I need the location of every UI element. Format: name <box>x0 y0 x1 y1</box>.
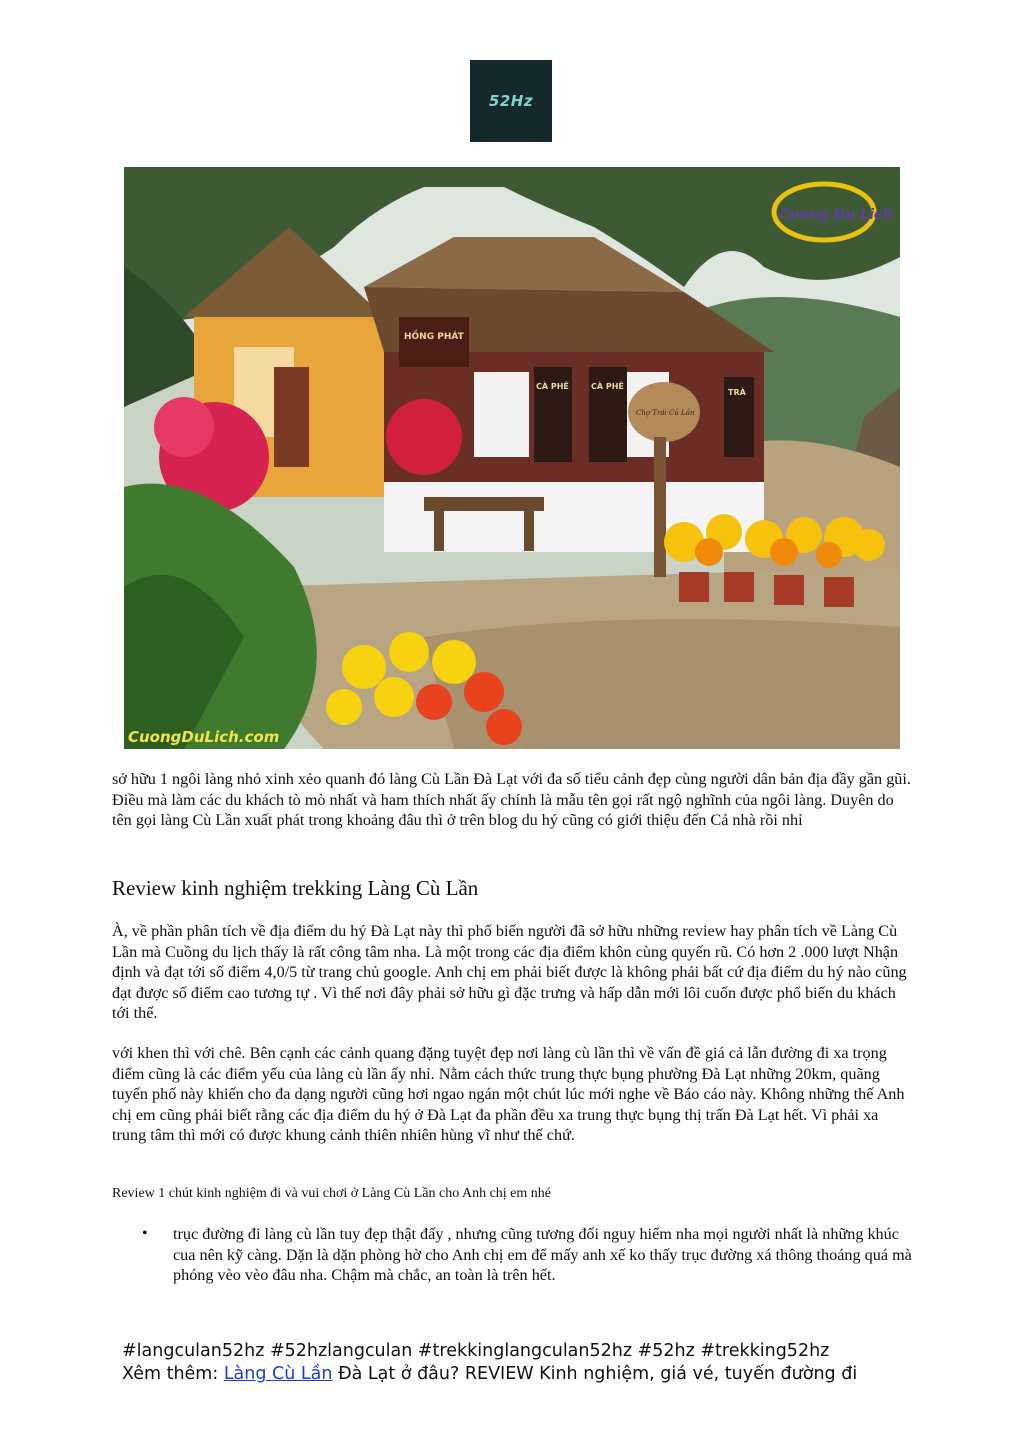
photo-sign-cafe-1: CÀ PHÊ <box>536 382 569 391</box>
photo-sign-cafe-2: CÀ PHÊ <box>591 382 624 391</box>
paragraph-pros-cons: với khen thì với chê. Bên cạnh các cảnh quang đặng tuyệt đẹp nơi làng cù lần thì về vấn đề giá cả lẫn đường đi xa trọng điểm cũng là các điểm yếu của làng cù lần ấy nhỉ. Nằm cách thức trung thực bụng phường Đà Lạt những 20km, quãng tuyến phố này khiến cho đa dạng người cũng hơi ngao ngán một chút lúc mới nghe về Báo cáo này. Không những thế Anh chị em cũng phải biết rằng các địa điểm du hý ở Đà Lạt đa phần đều xa trung thực bụng thị trấn Đà Lạt hết. Vì phải xa trung tâm thì mới có được khung cảnh thiên nhiên hùng vĩ như thế chứ. <box>112 1044 905 1144</box>
lang-cu-lan-link[interactable]: Làng Cù Lần <box>223 1364 333 1384</box>
photo-sign-round: Chợ Trái Củ Lần <box>636 409 695 417</box>
review-intro-line: Review 1 chút kinh nghiệm đi và vui chơi ở Làng Cù Lần cho Anh chị em nhé <box>112 1186 551 1201</box>
bullet-marker: • <box>142 1225 148 1242</box>
see-more-suffix: Đà Lạt ở đâu? REVIEW Kinh nghiệm, giá vé, tuyến đường đi <box>332 1364 858 1384</box>
hashtags: #langculan52hz #52hzlangculan #trekkinglangculan52hz #52hz #trekking52hz <box>122 1341 830 1361</box>
site-logo <box>470 60 552 142</box>
photo-watermark-bottom: CuongDuLich.com <box>128 728 280 746</box>
photo-sign-shop: HỒNG PHÁT <box>404 332 464 342</box>
list-item <box>140 1224 920 1286</box>
photo-sign-tra: TRÀ <box>728 388 746 397</box>
see-more-line <box>122 1364 857 1384</box>
see-more-prefix: Xêm thêm: <box>122 1364 224 1384</box>
article-photo <box>124 167 900 749</box>
tips-list <box>140 1224 920 1286</box>
intro-paragraph: sở hữu 1 ngôi làng nhỏ xinh xẻo quanh đó làng Cù Lần Đà Lạt với đa số tiểu cảnh đẹp cùng người dân bản địa đầy gần gũi. Điều mà làm các du khách tò mò nhất và ham thích nhất ấy chính là mẫu tên gọi rất ngộ nghĩnh của ngôi làng. Duyên do tên gọi làng Cù Lần xuất phát trong khoảng đâu thì ở trên blog du hý cũng có giới thiệu đến Cả nhà rồi nhỉ <box>112 770 911 829</box>
photo-watermark-top: Cuong Du Lich <box>779 207 893 223</box>
section-heading: Review kinh nghiệm trekking Làng Cù Lần <box>112 876 479 900</box>
paragraph-analysis: À, về phần phân tích về địa điểm du hý Đà Lạt này thì phổ biến người đã sở hữu những review hay phân tích về Làng Cù Lần mà Cuồng du lịch thấy là rất công tâm nha. Là một trong các địa điểm khôn cùng quyến rũ. Có hơn 2 .000 lượt Nhận định và đạt tới số điểm 4,0/5 từ trang chủ google. Anh chị em phải biết được là không phải bất cứ địa điểm du hý nào cũng đạt được số điểm cao tương tự . Vì thế nơi đây phải sở hữu gì đặc trưng và hấp dẫn mới lôi cuốn được phổ biến du khách tới thế. <box>112 922 907 1022</box>
logo-text: 52Hz <box>488 92 534 110</box>
list-item-text: trục đường đi làng cù lần tuy đẹp thật đấy , nhưng cũng tương đối nguy hiểm nha mọi người nhất là những khúc cua nên kỹ càng. Dặn là dặn phòng hờ cho Anh chị em để mấy anh xế ko thấy trục đường xá thông thoáng quá mà phóng vèo vèo đâu nha. Chậm mà chắc, an toàn là trên hết. <box>173 1225 912 1284</box>
